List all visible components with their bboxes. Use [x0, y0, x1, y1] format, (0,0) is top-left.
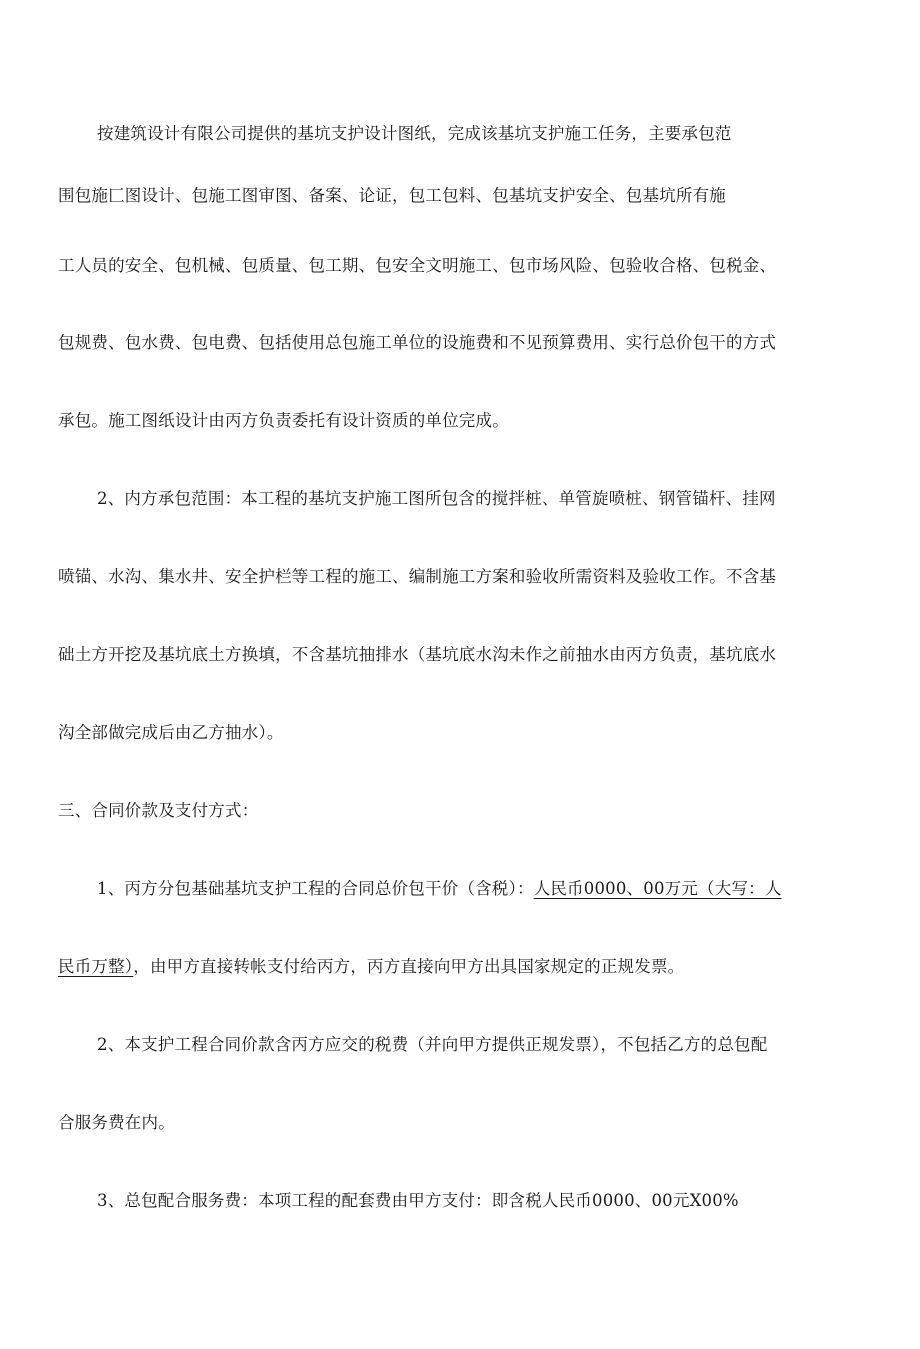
paragraph-contract-range-line-3: 础土方开挖及基坑底土方换填，不含基坑抽排水（基坑底水沟未作之前抽水由丙方负责，基坑底水	[58, 645, 777, 664]
item-1-prefix: 1、丙方分包基础基坑支护工程的合同总价包干价（含税）：	[97, 879, 534, 898]
paragraph-scope-line-4: 包规费、包水费、包电费、包括使用总包施工单位的设施费和不见预算费用、实行总价包干的方式	[58, 333, 777, 352]
item-1-amount-underlined: 人民币0000、00万元（大写：人	[533, 879, 782, 898]
item-1-line-2	[58, 956, 684, 978]
item-1-payment-text: ，由甲方直接转帐支付给丙方，丙方直接向甲方出具国家规定的正规发票。	[133, 957, 685, 976]
paragraph-contract-range-line-4: 沟全部做完成后由乙方抽水）。	[58, 723, 284, 742]
item-2-line-1: 2、本支护工程合同价款含丙方应交的税费（并向甲方提供正规发票），不包括乙方的总包配	[97, 1035, 768, 1054]
item-1-line-1	[97, 878, 782, 900]
paragraph-scope-line-2: 围包施匚图设计、包施工图审图、备案、论证，包工包料、包基坑支护安全、包基坑所有施	[58, 186, 726, 205]
paragraph-scope-line-5: 承包。施工图纸设计由丙方负责委托有设计资质的单位完成。	[58, 411, 509, 430]
item-2-line-2: 合服务费在内。	[58, 1113, 175, 1132]
paragraph-contract-range-line-1: 2、内方承包范围：本工程的基坑支护施工图所包含的搅拌桩、单管旋喷桩、钢管锚杆、挂网	[97, 489, 776, 508]
section-heading-price-payment: 三、合同价款及支付方式：	[58, 801, 259, 820]
paragraph-scope-line-1: 按建筑设计有限公司提供的基坑支护设计图纸，完成该基坑支护施工任务，主要承包范	[97, 124, 732, 143]
paragraph-scope-line-3: 工人员的安全、包机械、包质量、包工期、包安全文明施工、包市场风险、包验收合格、包税金、	[58, 256, 777, 275]
paragraph-contract-range-line-2: 喷锚、水沟、集水井、安全护栏等工程的施工、编制施工方案和验收所需资料及验收工作。不含基	[58, 567, 777, 586]
item-1-amount-words-underlined: 民币万整）	[58, 957, 134, 976]
item-3-line-1: 3、总包配合服务费：本项工程的配套费由甲方支付：即含税人民币0000、00元X00%	[97, 1191, 739, 1210]
